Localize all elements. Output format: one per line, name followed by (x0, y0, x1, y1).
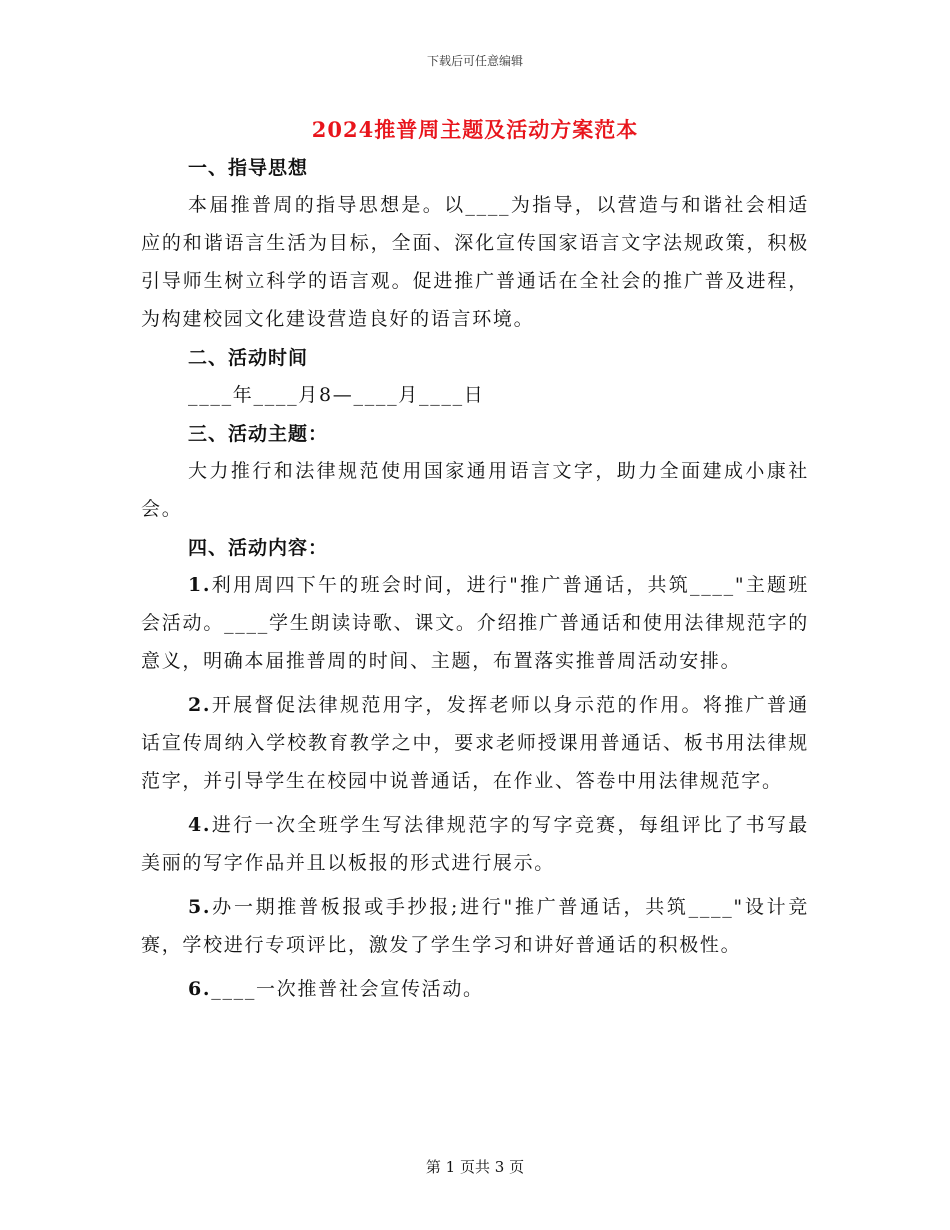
list-item (141, 806, 809, 882)
list-item-text: 进行一次全班学生写法律规范字的写字竞赛，每组评比了书写最美丽的写字作品并且以板报的形式进行展示。 (141, 814, 809, 874)
list-item-number: 6. (188, 978, 212, 1000)
list-item-text: 办一期推普板报或手抄报;进行"推广普通话，共筑____"设计竞赛，学校进行专项评比，激发了学生学习和讲好普通话的积极性。 (141, 896, 809, 956)
paragraph-activity-time: ____年____月8—____月____日 (188, 384, 485, 406)
page-footer: 第 1 页共 3 页 (425, 1158, 525, 1176)
section-heading-activity-theme: 三、活动主题： (188, 423, 329, 445)
list-item (141, 888, 809, 964)
section-heading-activity-content: 四、活动内容： (188, 537, 329, 559)
list-item (141, 566, 809, 680)
paragraph-guiding-thought: 本届推普周的指导思想是。以____为指导，以营造与和谐社会相适应的和谐语言生活为目标，全面、深化宣传国家语言文字法规政策，积极引导师生树立科学的语言观。促进推广普通话在全社会的推广普及进程，为构建校园文化建设营造良好的语言环境。 (141, 194, 809, 330)
list-item-number: 4. (188, 814, 212, 836)
list-item-number: 5. (188, 896, 212, 918)
header-note: 下载后可任意编辑 (426, 54, 523, 68)
list-item-text: 利用周四下午的班会时间，进行"推广普通话，共筑____"主题班会活动。____学生朗读诗歌、课文。介绍推广普通话和使用法律规范字的意义，明确本届推普周的时间、主题，布置落实推普周活动安排。 (141, 574, 809, 672)
section-heading-guiding-thought: 一、指导思想 (188, 157, 309, 179)
list-item-number: 1. (188, 574, 212, 596)
paragraph-activity-theme: 大力推行和法律规范使用国家通用语言文字，助力全面建成小康社会。 (141, 460, 809, 520)
list-item (141, 686, 809, 800)
section-heading-activity-time: 二、活动时间 (188, 347, 309, 369)
list-item-text: ____一次推普社会宣传活动。 (211, 978, 484, 1000)
list-item-text: 开展督促法律规范用字，发挥老师以身示范的作用。将推广普通话宣传周纳入学校教育教学之中，要求老师授课用普通话、板书用法律规范字，并引导学生在校园中说普通话，在作业、答卷中用法律规范字。 (141, 694, 809, 792)
document-title: 2024推普周主题及活动方案范本 (311, 117, 639, 142)
list-item-number: 2. (188, 694, 212, 716)
document-body (141, 148, 809, 1008)
list-item (141, 970, 809, 1008)
